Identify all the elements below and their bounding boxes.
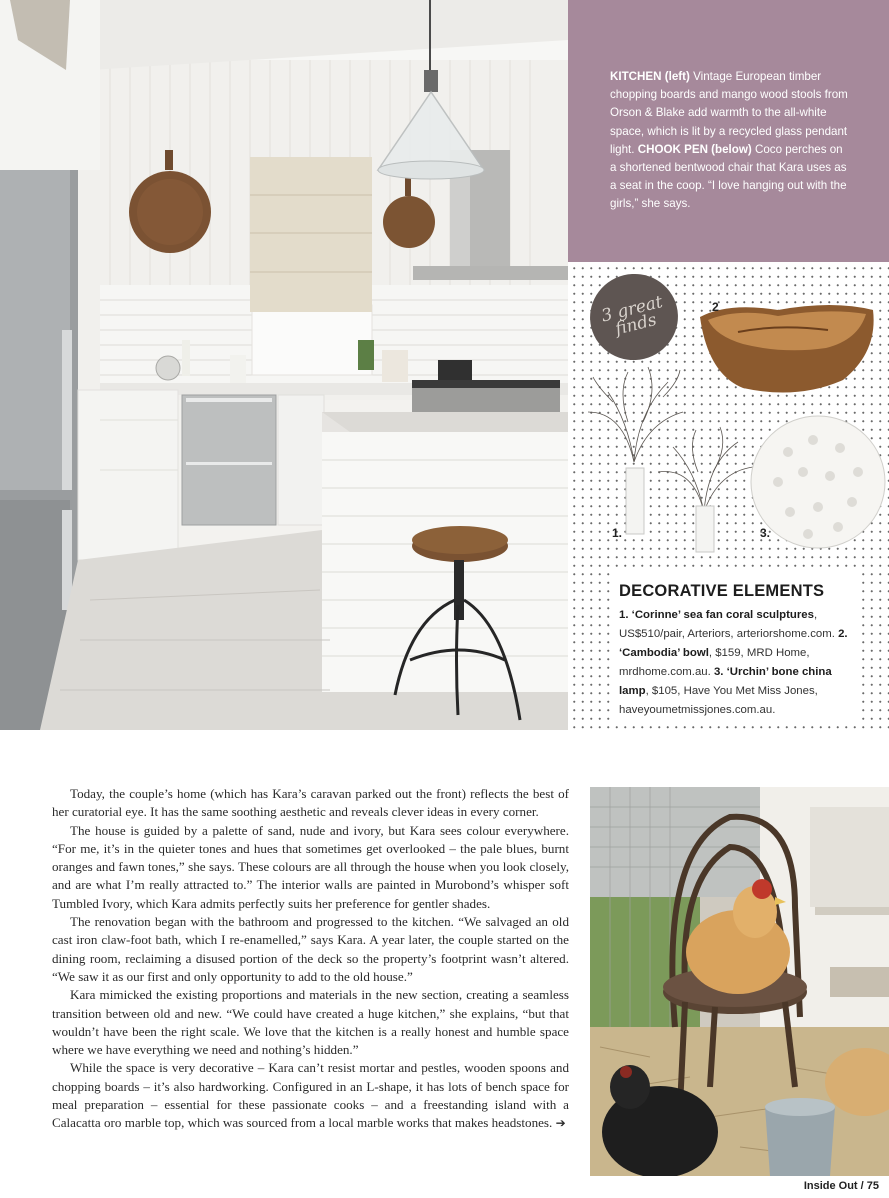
item1-detail: , US$510/pair, Arteriors, arteriorshome.com. [619,609,835,640]
badge-text: 3 great finds [599,292,665,340]
continue-arrow-icon: ➔ [555,1116,566,1131]
item3-name: 3. ‘Urchin’ bone china lamp [619,666,832,697]
item-number-3: 3. [760,526,771,540]
item3-detail: , $105, Have You Met Miss Jones, haveyoumetmissjones.com.au. [619,685,818,716]
kitchen-photo [0,0,568,730]
caption-panel [568,0,889,262]
decorative-elements-title: DECORATIVE ELEMENTS [619,582,825,600]
decorative-elements-box [612,572,858,724]
kitchen-caption-label: KITCHEN (left) [610,70,690,83]
article-paragraph-1: Today, the couple’s home (which has Kara’s caravan parked out the front) reflects the best of her curatorial eye. It has the same soothing aesthetic and reveals clever ideas in every corner. [52,786,569,820]
chook-pen-photo [590,787,889,1176]
kitchen-caption-text: Vintage European timber chopping boards and mango wood stools from Orson & Blake add warmth to the all-white space, which is lit by a recycled glass pendant light. [610,70,848,156]
urchin-lamp-image [751,416,885,548]
chook-pen-illustration [590,787,889,1176]
decorative-elements-list [619,606,858,720]
item-number-1: 1. [612,526,623,540]
coral-sculpture-image [588,367,753,512]
coral-base-1 [626,468,644,534]
caption-text [610,68,848,214]
cambodia-bowl-image [700,305,874,393]
article-paragraph-5: While the space is very decorative – Kara can’t resist mortar and pestles, wooden spoons and chopping boards – it’s also hardworking. Configured in an L-shape, it has lots of bench space for meal preparation – essential for these passionate cooks – and a freestanding island with a Calacatta oro marble top, which was sourced from a local marble works that makes headstones. [52,1060,569,1131]
finds-panel [568,262,889,730]
article-paragraph-2: The house is guided by a palette of sand, nude and ivory, but Kara sees colour everywhere. “For me, it’s in the quieter tones and hues that sometimes get overlooked – the pale blues, burnt oranges and fawn tones,” she says. These colours are all through the house when you look closely, and are what I’m really attracted to.” The interior walls are painted in Murobond’s whisper soft Tumbled Ivory, which Kara admits perfectly suits her preference for gentler shades. [52,822,569,911]
item2-detail: , $159, MRD Home, mrdhome.com.au. [619,647,810,678]
article-paragraph-4: Kara mimicked the existing proportions and materials in the new section, creating a seamless transition between old and new. “We could have created a huge kitchen,” she explains, “but that wouldn’t have been the right scale. We love that the kitchen is a really honest and humble space where we have everything we need and nothing’s hidden.” [52,987,569,1058]
chook-caption-label: CHOOK PEN (below) [637,142,752,156]
item-number-2: 2 [712,300,719,314]
article-paragraph-3: The renovation began with the bathroom and progressed to the kitchen. “We salvaged an old cast iron claw-foot bath, which I re-enamelled,” says Kara. A year later, the couple started on the dining room, reclaiming a disused portion of the deck so the property’s footprint wasn’t altered. “We saw it as our first and only opportunity to add to the old house.” [52,914,569,984]
chook-caption-text: Coco perches on a shortened bentwood chair that Kara uses as a seat in the coop. “I love hanging out with the girls,” she says. [610,142,847,211]
item1-name: 1. ‘Corinne’ sea fan coral sculptures [619,609,814,621]
coral-base-2 [696,506,714,552]
article-paragraph-5-wrap [52,1059,569,1132]
page-folio: Inside Out / 75 [803,1180,879,1192]
item2-name: 2. ‘Cambodia’ bowl [619,628,848,659]
article-body [52,785,569,1133]
kitchen-illustration [0,0,568,730]
